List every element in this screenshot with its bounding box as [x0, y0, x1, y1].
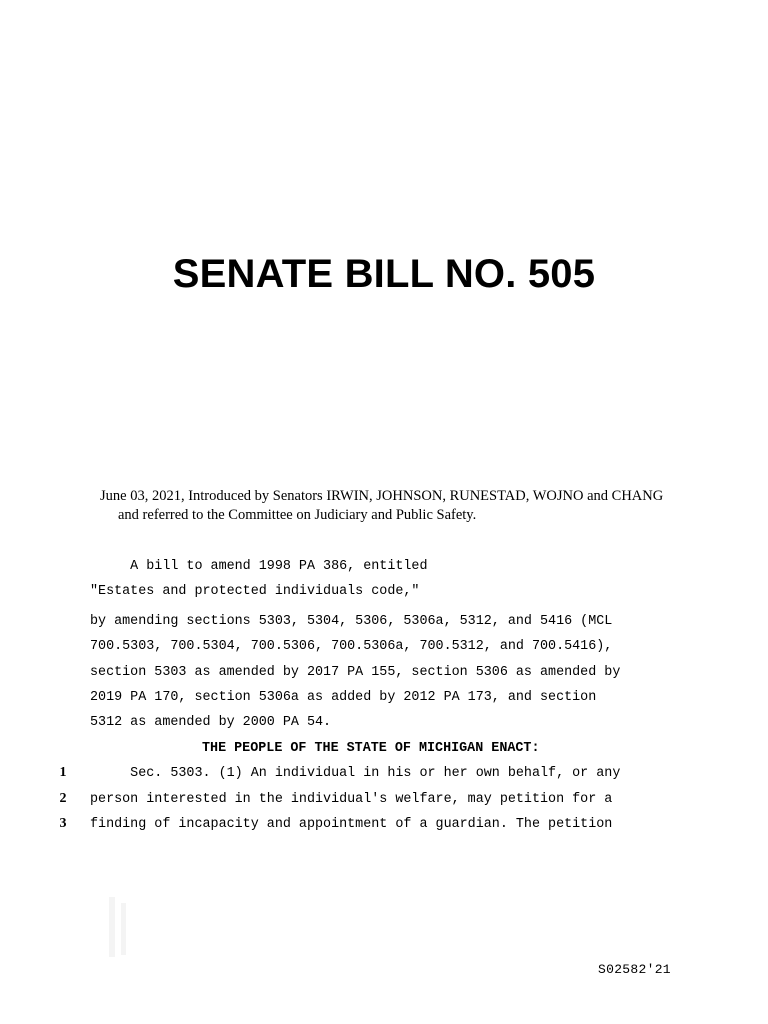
bill-title: SENATE BILL NO. 505 [172, 252, 596, 296]
enacting-clause: THE PEOPLE OF THE STATE OF MICHIGAN ENACT: [202, 741, 540, 756]
numbered-text-line: person interested in the individual's welfare, may petition for a [90, 792, 613, 807]
document-code: S02582'21 [598, 962, 671, 977]
bill-text-line: 5312 as amended by 2000 PA 54. [90, 715, 332, 730]
line-number: 1 [59, 765, 67, 780]
bill-text-line: A bill to amend 1998 PA 386, entitled [90, 559, 428, 574]
faint-watermark [105, 895, 135, 960]
bill-text-line: 700.5303, 700.5304, 700.5306, 700.5306a, 700.5312, and 700.5416), [90, 639, 613, 654]
line-number: 2 [59, 791, 67, 806]
bill-text-line: "Estates and protected individuals code," [90, 584, 420, 599]
bill-text-line: by amending sections 5303, 5304, 5306, 5306a, 5312, and 5416 (MCL [90, 614, 613, 629]
numbered-text-line: finding of incapacity and appointment of a guardian. The petition [90, 817, 613, 832]
line-number: 3 [59, 816, 67, 831]
introduction-line-2: and referred to the Committee on Judiciary and Public Safety. [118, 507, 477, 523]
introduction-line-1: June 03, 2021, Introduced by Senators IRWIN, JOHNSON, RUNESTAD, WOJNO and CHANG [100, 488, 664, 504]
bill-text-line: 2019 PA 170, section 5306a as added by 2012 PA 173, and section [90, 690, 597, 705]
bill-text-line: section 5303 as amended by 2017 PA 155, section 5306 as amended by [90, 665, 621, 680]
numbered-text-line: Sec. 5303. (1) An individual in his or her own behalf, or any [90, 766, 621, 781]
